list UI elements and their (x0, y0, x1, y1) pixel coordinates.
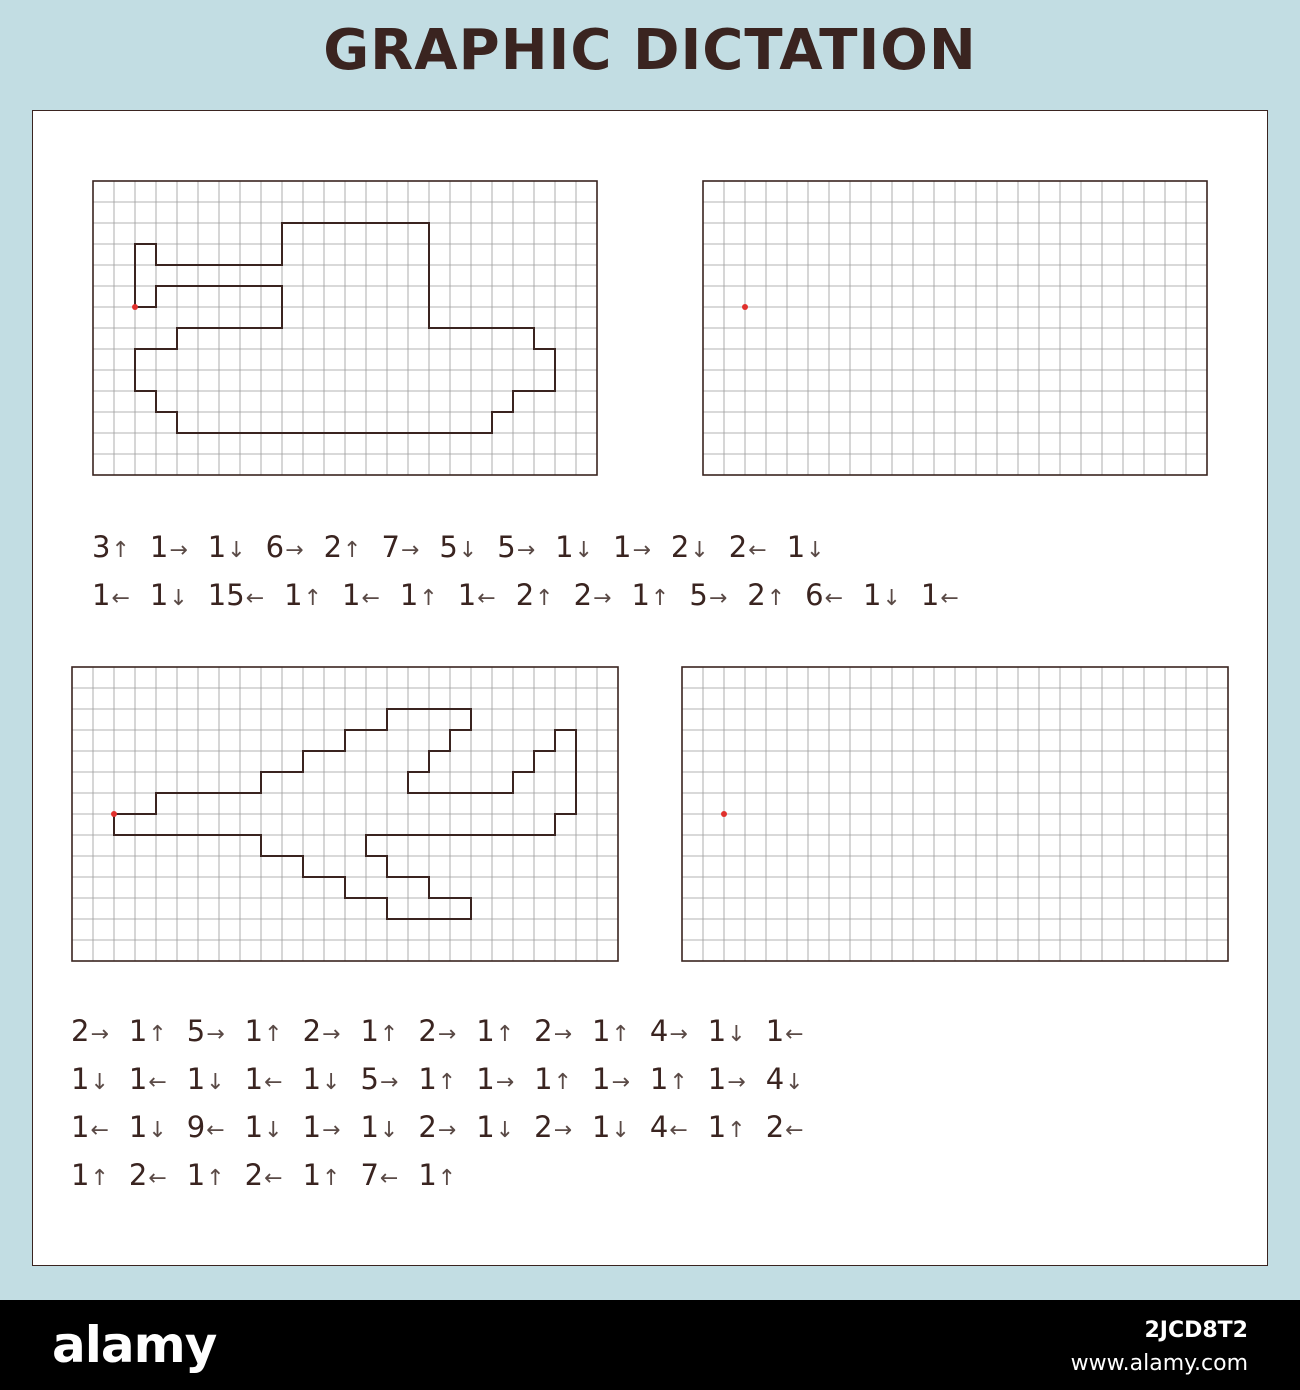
step-count: 6 (265, 530, 285, 564)
arrow-icon: ↑ (379, 1022, 399, 1047)
instruction-step (92, 523, 130, 575)
step-count: 5 (439, 530, 458, 564)
instruction-step (245, 1103, 283, 1155)
step-count: 1 (707, 1110, 727, 1144)
arrow-icon: ← (206, 1118, 225, 1143)
step-count: 5 (186, 1014, 206, 1048)
step-count: 1 (360, 1110, 379, 1144)
arrow-icon: → (611, 1070, 630, 1095)
arrow-icon: → (553, 1022, 573, 1047)
instruction-line (71, 1151, 824, 1199)
instruction-step (324, 523, 362, 575)
step-count: 7 (360, 1158, 379, 1192)
instruction-step (708, 1055, 746, 1107)
instruction-step (360, 1007, 398, 1059)
instruction-step (418, 1055, 456, 1107)
step-count: 1 (128, 1062, 148, 1096)
instruction-step (418, 1103, 456, 1155)
arrow-icon: ↑ (419, 586, 438, 611)
step-count: 1 (92, 578, 111, 612)
instruction-step (418, 1151, 456, 1203)
instructions-2 (71, 1007, 824, 1199)
instruction-step (534, 1103, 572, 1155)
arrow-icon: → (206, 1022, 225, 1047)
arrow-icon: ↑ (727, 1118, 746, 1143)
arrow-icon: → (593, 586, 612, 611)
instruction-step (129, 1103, 167, 1155)
instruction-step (129, 1007, 167, 1059)
instruction-step (360, 1055, 398, 1107)
instruction-line (71, 1007, 824, 1055)
arrow-icon: → (400, 538, 420, 563)
instruction-step (921, 571, 959, 623)
step-count: 1 (399, 578, 419, 612)
step-count: 2 (515, 578, 535, 612)
step-count: 1 (649, 1062, 669, 1096)
instruction-step (747, 571, 785, 623)
example-grid-tank (92, 180, 598, 476)
instruction-step (303, 1103, 341, 1155)
arrow-icon: ← (669, 1118, 688, 1143)
start-dot (111, 811, 117, 817)
arrow-icon: → (495, 1070, 515, 1095)
step-count: 7 (381, 530, 400, 564)
arrow-icon: → (90, 1022, 109, 1047)
arrow-icon: → (727, 1070, 746, 1095)
instruction-step (71, 1055, 109, 1107)
step-count: 5 (360, 1062, 379, 1096)
instruction-step (555, 523, 593, 575)
step-count: 2 (302, 1014, 322, 1048)
instruction-step (129, 1151, 167, 1203)
step-count: 2 (747, 578, 766, 612)
instruction-step (708, 1103, 746, 1155)
instruction-step (360, 1103, 398, 1155)
arrow-icon: ← (111, 586, 130, 611)
arrow-icon: ↑ (264, 1022, 283, 1047)
step-count: 9 (186, 1110, 206, 1144)
step-count: 3 (92, 530, 111, 564)
step-count: 2 (534, 1110, 553, 1144)
instruction-step (708, 1007, 746, 1059)
step-count: 1 (244, 1062, 264, 1096)
step-count: 2 (534, 1014, 553, 1048)
step-count: 5 (689, 578, 708, 612)
blank-grid-2 (681, 666, 1229, 962)
arrow-icon: ↑ (111, 538, 130, 563)
instruction-step (187, 1151, 225, 1203)
instruction-step (631, 571, 669, 623)
instruction-step (150, 523, 188, 575)
instruction-step (284, 571, 322, 623)
step-count: 2 (323, 530, 343, 564)
instruction-step (650, 1055, 688, 1107)
instruction-step (650, 1007, 688, 1059)
step-count: 1 (863, 578, 882, 612)
step-count: 2 (418, 1014, 437, 1048)
step-count: 1 (360, 1014, 379, 1048)
instruction-step (689, 571, 727, 623)
arrow-icon: ↓ (495, 1118, 515, 1143)
step-count: 1 (707, 1014, 727, 1048)
step-count: 1 (302, 1110, 322, 1144)
arrow-icon: ← (90, 1118, 109, 1143)
arrow-icon: → (632, 538, 651, 563)
footer-bar (0, 1300, 1300, 1390)
step-count: 6 (805, 578, 824, 612)
instruction-step (400, 571, 438, 623)
instruction-step (805, 571, 843, 623)
blank-grid-1 (702, 180, 1208, 476)
instruction-step (516, 571, 554, 623)
step-count: 1 (476, 1062, 495, 1096)
step-count: 1 (592, 1062, 611, 1096)
image-id: 2JCD8T2 (1144, 1318, 1248, 1343)
step-count: 4 (765, 1062, 785, 1096)
step-count: 4 (649, 1014, 669, 1048)
arrow-icon: ← (748, 538, 767, 563)
instruction-step (129, 1055, 167, 1107)
arrow-icon: ← (477, 586, 496, 611)
arrow-icon: → (322, 1118, 341, 1143)
arrow-icon: ↓ (458, 538, 478, 563)
step-count: 1 (342, 578, 361, 612)
start-dot (742, 304, 748, 310)
step-count: 1 (534, 1062, 553, 1096)
instruction-step (592, 1007, 630, 1059)
step-count: 5 (497, 530, 516, 564)
instruction-step (592, 1103, 630, 1155)
arrow-icon: → (553, 1118, 573, 1143)
arrow-icon: ← (361, 586, 380, 611)
instruction-step (303, 1007, 341, 1059)
instruction-step (71, 1007, 109, 1059)
arrow-icon: ↓ (882, 586, 901, 611)
instruction-step (671, 523, 709, 575)
arrow-icon: ↓ (227, 538, 246, 563)
arrow-icon: ← (379, 1166, 399, 1191)
step-count: 1 (149, 530, 169, 564)
step-count: 2 (728, 530, 748, 564)
step-count: 2 (670, 530, 690, 564)
arrow-icon: ← (824, 586, 844, 611)
arrow-icon: → (669, 1022, 688, 1047)
step-count: 1 (555, 530, 574, 564)
arrow-icon: ← (264, 1070, 283, 1095)
step-count: 1 (128, 1110, 148, 1144)
instruction-line (71, 1055, 824, 1103)
step-count: 1 (302, 1062, 322, 1096)
step-count: 1 (707, 1062, 727, 1096)
instruction-step (439, 523, 477, 575)
step-count: 15 (207, 578, 245, 612)
arrow-icon: → (285, 538, 304, 563)
instruction-step (613, 523, 651, 575)
step-count: 2 (573, 578, 593, 612)
arrow-icon: → (169, 538, 188, 563)
arrow-icon: ← (245, 586, 265, 611)
arrow-icon: ↓ (206, 1070, 225, 1095)
arrow-icon: ↑ (535, 586, 554, 611)
step-count: 1 (786, 530, 806, 564)
arrow-icon: → (437, 1022, 457, 1047)
instruction-step (476, 1103, 514, 1155)
arrow-icon: ↓ (169, 586, 188, 611)
instruction-step (863, 571, 901, 623)
step-count: 1 (418, 1062, 437, 1096)
instruction-step (187, 1007, 225, 1059)
step-count: 1 (476, 1014, 495, 1048)
example-grid-plane (71, 666, 619, 962)
step-count: 1 (418, 1158, 437, 1192)
arrow-icon: ↑ (650, 586, 670, 611)
step-count: 1 (631, 578, 650, 612)
arrow-icon: ↓ (727, 1022, 746, 1047)
instruction-step (187, 1055, 225, 1107)
step-count: 1 (149, 578, 169, 612)
step-count: 1 (302, 1158, 322, 1192)
arrow-icon: ↓ (90, 1070, 109, 1095)
arrow-icon: ← (148, 1070, 167, 1095)
arrow-icon: ↓ (611, 1118, 630, 1143)
arrow-icon: → (516, 538, 536, 563)
arrow-icon: ← (785, 1118, 804, 1143)
step-count: 2 (71, 1014, 90, 1048)
footer-info (1071, 1318, 1248, 1376)
arrow-icon: ↓ (322, 1070, 341, 1095)
worksheet (32, 110, 1268, 1266)
arrow-icon: ↑ (611, 1022, 630, 1047)
arrow-icon: ← (264, 1166, 283, 1191)
arrow-icon: ↓ (690, 538, 709, 563)
instruction-step (534, 1007, 572, 1059)
instruction-step (71, 1151, 109, 1203)
instruction-step (729, 523, 767, 575)
step-count: 1 (71, 1110, 90, 1144)
arrow-icon: ↓ (148, 1118, 167, 1143)
instruction-step (245, 1055, 283, 1107)
arrow-icon: ↑ (322, 1166, 341, 1191)
step-count: 1 (244, 1110, 264, 1144)
arrow-icon: ↑ (553, 1070, 573, 1095)
instruction-step (418, 1007, 456, 1059)
step-count: 1 (765, 1014, 785, 1048)
instruction-step (381, 523, 419, 575)
instruction-step (574, 571, 612, 623)
instruction-step (476, 1007, 514, 1059)
arrow-icon: ↓ (785, 1070, 804, 1095)
instruction-step (208, 523, 246, 575)
arrow-icon: ↑ (343, 538, 362, 563)
step-count: 2 (765, 1110, 785, 1144)
step-count: 1 (186, 1158, 206, 1192)
instruction-step (208, 571, 264, 623)
instruction-step (303, 1151, 341, 1203)
step-count: 1 (244, 1014, 264, 1048)
arrow-icon: ↓ (806, 538, 825, 563)
instruction-step (266, 523, 304, 575)
arrow-icon: → (437, 1118, 457, 1143)
instruction-line (71, 1103, 824, 1151)
instruction-step (592, 1055, 630, 1107)
start-dot (132, 304, 138, 310)
arrow-icon: ↑ (90, 1166, 109, 1191)
instruction-step (787, 523, 825, 575)
instruction-step (766, 1103, 804, 1155)
instruction-step (476, 1055, 514, 1107)
step-count: 1 (592, 1110, 611, 1144)
step-count: 1 (128, 1014, 148, 1048)
arrow-icon: ← (785, 1022, 804, 1047)
instruction-step (303, 1055, 341, 1107)
step-count: 2 (244, 1158, 264, 1192)
step-count: 1 (613, 530, 632, 564)
arrow-icon: ↓ (574, 538, 594, 563)
arrow-icon: → (708, 586, 728, 611)
instruction-line (92, 571, 979, 619)
step-count: 1 (592, 1014, 611, 1048)
instruction-line (92, 523, 979, 571)
step-count: 1 (186, 1062, 206, 1096)
arrow-icon: ↑ (669, 1070, 688, 1095)
step-count: 1 (476, 1110, 495, 1144)
arrow-icon: ↑ (206, 1166, 225, 1191)
instruction-step (766, 1007, 804, 1059)
step-count: 1 (284, 578, 303, 612)
arrow-icon: → (379, 1070, 399, 1095)
instruction-step (71, 1103, 109, 1155)
step-count: 1 (71, 1062, 90, 1096)
instruction-step (766, 1055, 804, 1107)
instruction-step (245, 1151, 283, 1203)
arrow-icon: ← (940, 586, 959, 611)
instruction-step (650, 1103, 688, 1155)
footer-logo: alamy (52, 1316, 217, 1374)
instruction-step (360, 1151, 398, 1203)
instruction-step (534, 1055, 572, 1107)
arrow-icon: ↑ (766, 586, 786, 611)
instruction-step (497, 523, 535, 575)
step-count: 2 (128, 1158, 148, 1192)
step-count: 2 (418, 1110, 437, 1144)
footer-url: www.alamy.com (1070, 1351, 1248, 1376)
arrow-icon: ↓ (264, 1118, 283, 1143)
instructions-1 (92, 523, 979, 619)
arrow-icon: ↑ (303, 586, 323, 611)
start-dot (721, 811, 727, 817)
step-count: 1 (71, 1158, 90, 1192)
instruction-step (92, 571, 130, 623)
step-count: 4 (649, 1110, 669, 1144)
arrow-icon: → (322, 1022, 341, 1047)
instruction-step (150, 571, 188, 623)
step-count: 1 (207, 530, 227, 564)
arrow-icon: ← (148, 1166, 167, 1191)
arrow-icon: ↑ (495, 1022, 515, 1047)
step-count: 1 (920, 578, 940, 612)
arrow-icon: ↓ (379, 1118, 399, 1143)
arrow-icon: ↑ (437, 1070, 457, 1095)
instruction-step (458, 571, 496, 623)
instruction-step (187, 1103, 225, 1155)
arrow-icon: ↑ (437, 1166, 457, 1191)
step-count: 1 (457, 578, 477, 612)
arrow-icon: ↑ (148, 1022, 167, 1047)
instruction-step (245, 1007, 283, 1059)
instruction-step (342, 571, 380, 623)
page-title: GRAPHIC DICTATION (323, 18, 977, 83)
